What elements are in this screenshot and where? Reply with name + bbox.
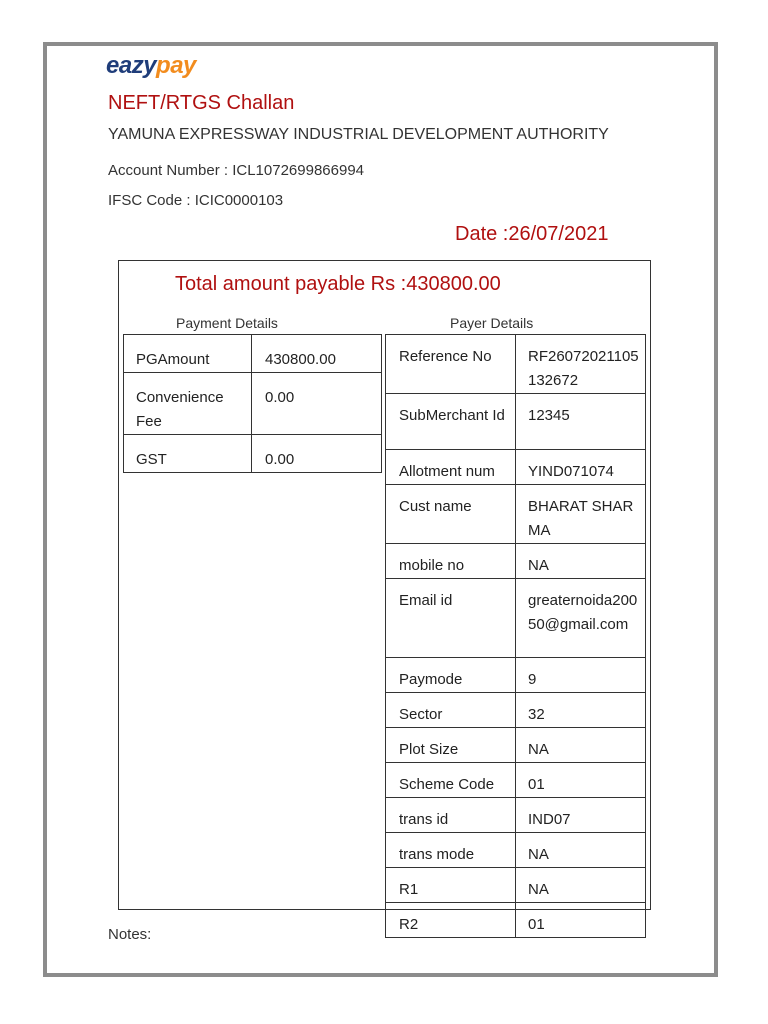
account-label: Account Number :: [108, 162, 233, 179]
table-row: [386, 763, 646, 798]
row-value: 0.00: [252, 373, 382, 435]
table-row: [386, 658, 646, 693]
total-amount: Total amount payable Rs :430800.00: [175, 273, 501, 295]
table-row: [386, 903, 646, 938]
eazypay-logo: [106, 52, 196, 80]
table-row: [124, 435, 382, 473]
row-label: R2: [386, 903, 516, 938]
row-label: Scheme Code: [386, 763, 516, 798]
row-label: GST: [124, 435, 252, 473]
table-row: [386, 394, 646, 450]
table-row: [386, 728, 646, 763]
row-value: NA: [516, 868, 646, 903]
logo-part-1: eazy: [106, 52, 157, 79]
payer-details-table: [385, 334, 646, 938]
row-value: 01: [516, 903, 646, 938]
payer-details-caption: Payer Details: [450, 315, 534, 331]
ifsc-code: [108, 192, 283, 209]
row-value: 430800.00: [252, 335, 382, 373]
row-value: BHARAT SHARMA: [516, 485, 646, 544]
row-value: NA: [516, 833, 646, 868]
row-label: SubMerchant Id: [386, 394, 516, 450]
table-row: [386, 868, 646, 903]
account-value: ICL1072699866994: [232, 162, 365, 179]
row-label: Plot Size: [386, 728, 516, 763]
row-value: 12345: [516, 394, 646, 450]
row-label: Convenience Fee: [124, 373, 252, 435]
row-label: trans id: [386, 798, 516, 833]
table-row: [386, 798, 646, 833]
challan-title: NEFT/RTGS Challan: [108, 92, 295, 114]
row-label: Sector: [386, 693, 516, 728]
row-label: Paymode: [386, 658, 516, 693]
row-value: 01: [516, 763, 646, 798]
table-row: [386, 544, 646, 579]
table-row: [386, 335, 646, 394]
payment-details-table: [123, 334, 382, 473]
table-row: [124, 373, 382, 435]
row-label: Reference No: [386, 335, 516, 394]
row-value: NA: [516, 728, 646, 763]
row-value: NA: [516, 544, 646, 579]
row-label: R1: [386, 868, 516, 903]
row-value: 0.00: [252, 435, 382, 473]
row-value: 9: [516, 658, 646, 693]
row-label: mobile no: [386, 544, 516, 579]
row-label: Email id: [386, 579, 516, 658]
table-row: [124, 335, 382, 373]
account-number: [108, 162, 364, 179]
row-value: YIND071074: [516, 450, 646, 485]
row-value: RF26072021105132672: [516, 335, 646, 394]
row-label: Cust name: [386, 485, 516, 544]
row-label: Allotment num: [386, 450, 516, 485]
row-value: greaternoida20050@gmail.com: [516, 579, 646, 658]
organization-name: YAMUNA EXPRESSWAY INDUSTRIAL DEVELOPMENT AUTHORITY: [108, 126, 609, 143]
notes-label: Notes:: [108, 926, 152, 943]
row-value: IND07: [516, 798, 646, 833]
table-row: [386, 693, 646, 728]
table-row: [386, 833, 646, 868]
table-row: [386, 450, 646, 485]
row-value: 32: [516, 693, 646, 728]
logo-part-2: pay: [156, 52, 196, 79]
row-label: trans mode: [386, 833, 516, 868]
ifsc-label: IFSC Code :: [108, 192, 195, 209]
ifsc-value: ICIC0000103: [194, 192, 284, 209]
table-row: [386, 579, 646, 658]
row-label: PGAmount: [124, 335, 252, 373]
challan-date: Date :26/07/2021: [455, 223, 609, 245]
payment-details-caption: Payment Details: [176, 315, 278, 331]
table-row: [386, 485, 646, 544]
